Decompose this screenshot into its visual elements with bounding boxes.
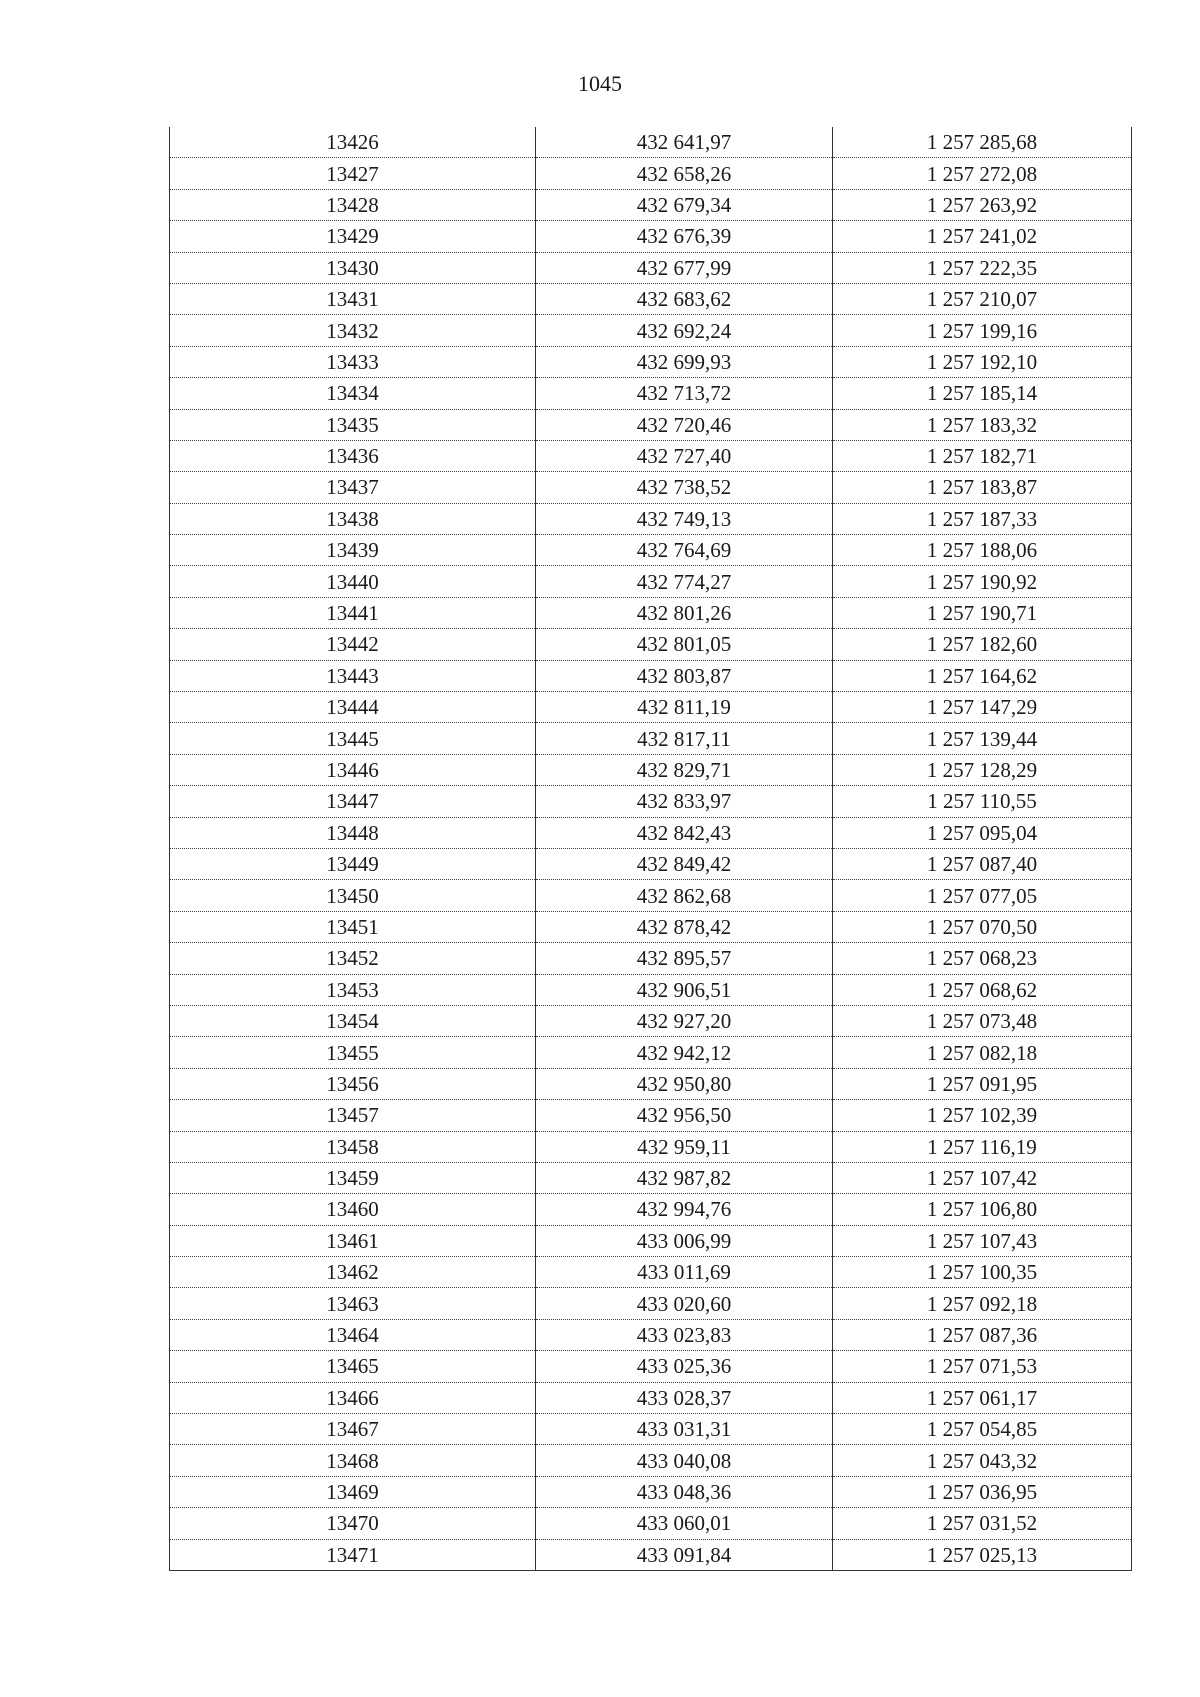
x-coordinate-cell: 432 829,71 [536, 754, 833, 785]
x-coordinate-cell: 433 025,36 [536, 1351, 833, 1382]
point-number-cell: 13466 [170, 1382, 536, 1413]
table-row [170, 315, 1132, 346]
x-coordinate-cell: 432 727,40 [536, 440, 833, 471]
table-row [170, 723, 1132, 754]
y-coordinate-cell: 1 257 110,55 [833, 786, 1132, 817]
table-row [170, 1068, 1132, 1099]
point-number-cell: 13461 [170, 1225, 536, 1256]
y-coordinate-cell: 1 257 285,68 [833, 127, 1132, 158]
point-number-cell: 13468 [170, 1445, 536, 1476]
table-row [170, 472, 1132, 503]
point-number-cell: 13437 [170, 472, 536, 503]
point-number-cell: 13453 [170, 974, 536, 1005]
x-coordinate-cell: 433 020,60 [536, 1288, 833, 1319]
y-coordinate-cell: 1 257 183,32 [833, 409, 1132, 440]
x-coordinate-cell: 433 011,69 [536, 1257, 833, 1288]
point-number-cell: 13459 [170, 1162, 536, 1193]
table-row [170, 1476, 1132, 1507]
x-coordinate-cell: 432 699,93 [536, 346, 833, 377]
point-number-cell: 13449 [170, 848, 536, 879]
x-coordinate-cell: 432 959,11 [536, 1131, 833, 1162]
x-coordinate-cell: 432 720,46 [536, 409, 833, 440]
point-number-cell: 13462 [170, 1257, 536, 1288]
x-coordinate-cell: 432 692,24 [536, 315, 833, 346]
y-coordinate-cell: 1 257 222,35 [833, 252, 1132, 283]
table-row [170, 283, 1132, 314]
x-coordinate-cell: 432 987,82 [536, 1162, 833, 1193]
x-coordinate-cell: 432 862,68 [536, 880, 833, 911]
x-coordinate-cell: 432 641,97 [536, 127, 833, 158]
point-number-cell: 13447 [170, 786, 536, 817]
table-row [170, 1414, 1132, 1445]
point-number-cell: 13450 [170, 880, 536, 911]
x-coordinate-cell: 433 091,84 [536, 1539, 833, 1570]
x-coordinate-cell: 432 801,26 [536, 597, 833, 628]
x-coordinate-cell: 432 803,87 [536, 660, 833, 691]
x-coordinate-cell: 432 942,12 [536, 1037, 833, 1068]
x-coordinate-cell: 433 048,36 [536, 1476, 833, 1507]
x-coordinate-cell: 433 023,83 [536, 1319, 833, 1350]
table-row [170, 221, 1132, 252]
x-coordinate-cell: 432 956,50 [536, 1100, 833, 1131]
y-coordinate-cell: 1 257 183,87 [833, 472, 1132, 503]
table-row [170, 503, 1132, 534]
point-number-cell: 13428 [170, 189, 536, 220]
point-number-cell: 13430 [170, 252, 536, 283]
table-row [170, 848, 1132, 879]
x-coordinate-cell: 432 774,27 [536, 566, 833, 597]
table-row [170, 786, 1132, 817]
point-number-cell: 13448 [170, 817, 536, 848]
y-coordinate-cell: 1 257 147,29 [833, 692, 1132, 723]
y-coordinate-cell: 1 257 190,71 [833, 597, 1132, 628]
y-coordinate-cell: 1 257 128,29 [833, 754, 1132, 785]
coordinate-table [169, 127, 1132, 1571]
x-coordinate-cell: 432 749,13 [536, 503, 833, 534]
table-row [170, 566, 1132, 597]
point-number-cell: 13427 [170, 158, 536, 189]
y-coordinate-cell: 1 257 241,02 [833, 221, 1132, 252]
x-coordinate-cell: 432 833,97 [536, 786, 833, 817]
y-coordinate-cell: 1 257 272,08 [833, 158, 1132, 189]
table-row [170, 189, 1132, 220]
table-row [170, 911, 1132, 942]
y-coordinate-cell: 1 257 070,50 [833, 911, 1132, 942]
y-coordinate-cell: 1 257 092,18 [833, 1288, 1132, 1319]
point-number-cell: 13454 [170, 1005, 536, 1036]
x-coordinate-cell: 432 994,76 [536, 1194, 833, 1225]
x-coordinate-cell: 432 927,20 [536, 1005, 833, 1036]
point-number-cell: 13463 [170, 1288, 536, 1319]
y-coordinate-cell: 1 257 082,18 [833, 1037, 1132, 1068]
table-row [170, 943, 1132, 974]
table-row [170, 1131, 1132, 1162]
y-coordinate-cell: 1 257 192,10 [833, 346, 1132, 377]
x-coordinate-cell: 432 676,39 [536, 221, 833, 252]
point-number-cell: 13452 [170, 943, 536, 974]
table-row [170, 158, 1132, 189]
x-coordinate-cell: 433 060,01 [536, 1508, 833, 1539]
y-coordinate-cell: 1 257 263,92 [833, 189, 1132, 220]
y-coordinate-cell: 1 257 068,62 [833, 974, 1132, 1005]
table-row [170, 974, 1132, 1005]
y-coordinate-cell: 1 257 190,92 [833, 566, 1132, 597]
point-number-cell: 13464 [170, 1319, 536, 1350]
table-row [170, 1257, 1132, 1288]
point-number-cell: 13431 [170, 283, 536, 314]
y-coordinate-cell: 1 257 073,48 [833, 1005, 1132, 1036]
point-number-cell: 13444 [170, 692, 536, 723]
point-number-cell: 13469 [170, 1476, 536, 1507]
x-coordinate-cell: 432 950,80 [536, 1068, 833, 1099]
y-coordinate-cell: 1 257 043,32 [833, 1445, 1132, 1476]
point-number-cell: 13432 [170, 315, 536, 346]
x-coordinate-cell: 432 801,05 [536, 629, 833, 660]
x-coordinate-cell: 432 713,72 [536, 378, 833, 409]
coordinate-table-body [170, 127, 1132, 1570]
point-number-cell: 13455 [170, 1037, 536, 1068]
y-coordinate-cell: 1 257 071,53 [833, 1351, 1132, 1382]
x-coordinate-cell: 432 738,52 [536, 472, 833, 503]
table-row [170, 629, 1132, 660]
x-coordinate-cell: 432 895,57 [536, 943, 833, 974]
point-number-cell: 13471 [170, 1539, 536, 1570]
y-coordinate-cell: 1 257 031,52 [833, 1508, 1132, 1539]
y-coordinate-cell: 1 257 107,43 [833, 1225, 1132, 1256]
x-coordinate-cell: 433 028,37 [536, 1382, 833, 1413]
y-coordinate-cell: 1 257 199,16 [833, 315, 1132, 346]
point-number-cell: 13434 [170, 378, 536, 409]
table-row [170, 1539, 1132, 1570]
table-row [170, 1005, 1132, 1036]
y-coordinate-cell: 1 257 102,39 [833, 1100, 1132, 1131]
y-coordinate-cell: 1 257 116,19 [833, 1131, 1132, 1162]
page-number: 1045 [578, 71, 622, 96]
point-number-cell: 13446 [170, 754, 536, 785]
x-coordinate-cell: 432 658,26 [536, 158, 833, 189]
table-row [170, 127, 1132, 158]
point-number-cell: 13457 [170, 1100, 536, 1131]
table-row [170, 660, 1132, 691]
y-coordinate-cell: 1 257 091,95 [833, 1068, 1132, 1099]
point-number-cell: 13443 [170, 660, 536, 691]
table-row [170, 378, 1132, 409]
table-row [170, 1382, 1132, 1413]
x-coordinate-cell: 433 006,99 [536, 1225, 833, 1256]
y-coordinate-cell: 1 257 188,06 [833, 535, 1132, 566]
table-row [170, 1508, 1132, 1539]
y-coordinate-cell: 1 257 087,40 [833, 848, 1132, 879]
y-coordinate-cell: 1 257 187,33 [833, 503, 1132, 534]
x-coordinate-cell: 432 906,51 [536, 974, 833, 1005]
point-number-cell: 13442 [170, 629, 536, 660]
y-coordinate-cell: 1 257 077,05 [833, 880, 1132, 911]
y-coordinate-cell: 1 257 164,62 [833, 660, 1132, 691]
table-row [170, 1445, 1132, 1476]
x-coordinate-cell: 432 677,99 [536, 252, 833, 283]
point-number-cell: 13429 [170, 221, 536, 252]
table-row [170, 1162, 1132, 1193]
point-number-cell: 13426 [170, 127, 536, 158]
table-row [170, 252, 1132, 283]
point-number-cell: 13445 [170, 723, 536, 754]
x-coordinate-cell: 432 679,34 [536, 189, 833, 220]
table-row [170, 880, 1132, 911]
y-coordinate-cell: 1 257 036,95 [833, 1476, 1132, 1507]
point-number-cell: 13467 [170, 1414, 536, 1445]
x-coordinate-cell: 432 764,69 [536, 535, 833, 566]
point-number-cell: 13458 [170, 1131, 536, 1162]
table-row [170, 1288, 1132, 1319]
y-coordinate-cell: 1 257 106,80 [833, 1194, 1132, 1225]
y-coordinate-cell: 1 257 087,36 [833, 1319, 1132, 1350]
point-number-cell: 13435 [170, 409, 536, 440]
x-coordinate-cell: 432 811,19 [536, 692, 833, 723]
table-row [170, 1037, 1132, 1068]
table-row [170, 409, 1132, 440]
table-row [170, 1351, 1132, 1382]
y-coordinate-cell: 1 257 025,13 [833, 1539, 1132, 1570]
point-number-cell: 13456 [170, 1068, 536, 1099]
table-row [170, 1100, 1132, 1131]
y-coordinate-cell: 1 257 182,71 [833, 440, 1132, 471]
x-coordinate-cell: 432 817,11 [536, 723, 833, 754]
point-number-cell: 13441 [170, 597, 536, 628]
x-coordinate-cell: 433 031,31 [536, 1414, 833, 1445]
y-coordinate-cell: 1 257 095,04 [833, 817, 1132, 848]
point-number-cell: 13440 [170, 566, 536, 597]
point-number-cell: 13436 [170, 440, 536, 471]
point-number-cell: 13470 [170, 1508, 536, 1539]
point-number-cell: 13433 [170, 346, 536, 377]
point-number-cell: 13439 [170, 535, 536, 566]
table-row [170, 597, 1132, 628]
point-number-cell: 13451 [170, 911, 536, 942]
table-row [170, 692, 1132, 723]
table-row [170, 1194, 1132, 1225]
x-coordinate-cell: 433 040,08 [536, 1445, 833, 1476]
table-row [170, 754, 1132, 785]
y-coordinate-cell: 1 257 107,42 [833, 1162, 1132, 1193]
table-row [170, 1225, 1132, 1256]
table-row [170, 346, 1132, 377]
point-number-cell: 13465 [170, 1351, 536, 1382]
x-coordinate-cell: 432 683,62 [536, 283, 833, 314]
y-coordinate-cell: 1 257 100,35 [833, 1257, 1132, 1288]
y-coordinate-cell: 1 257 185,14 [833, 378, 1132, 409]
x-coordinate-cell: 432 878,42 [536, 911, 833, 942]
x-coordinate-cell: 432 849,42 [536, 848, 833, 879]
point-number-cell: 13438 [170, 503, 536, 534]
table-row [170, 440, 1132, 471]
y-coordinate-cell: 1 257 210,07 [833, 283, 1132, 314]
table-row [170, 535, 1132, 566]
x-coordinate-cell: 432 842,43 [536, 817, 833, 848]
y-coordinate-cell: 1 257 054,85 [833, 1414, 1132, 1445]
point-number-cell: 13460 [170, 1194, 536, 1225]
y-coordinate-cell: 1 257 139,44 [833, 723, 1132, 754]
table-row [170, 817, 1132, 848]
y-coordinate-cell: 1 257 068,23 [833, 943, 1132, 974]
table-row [170, 1319, 1132, 1350]
y-coordinate-cell: 1 257 182,60 [833, 629, 1132, 660]
y-coordinate-cell: 1 257 061,17 [833, 1382, 1132, 1413]
